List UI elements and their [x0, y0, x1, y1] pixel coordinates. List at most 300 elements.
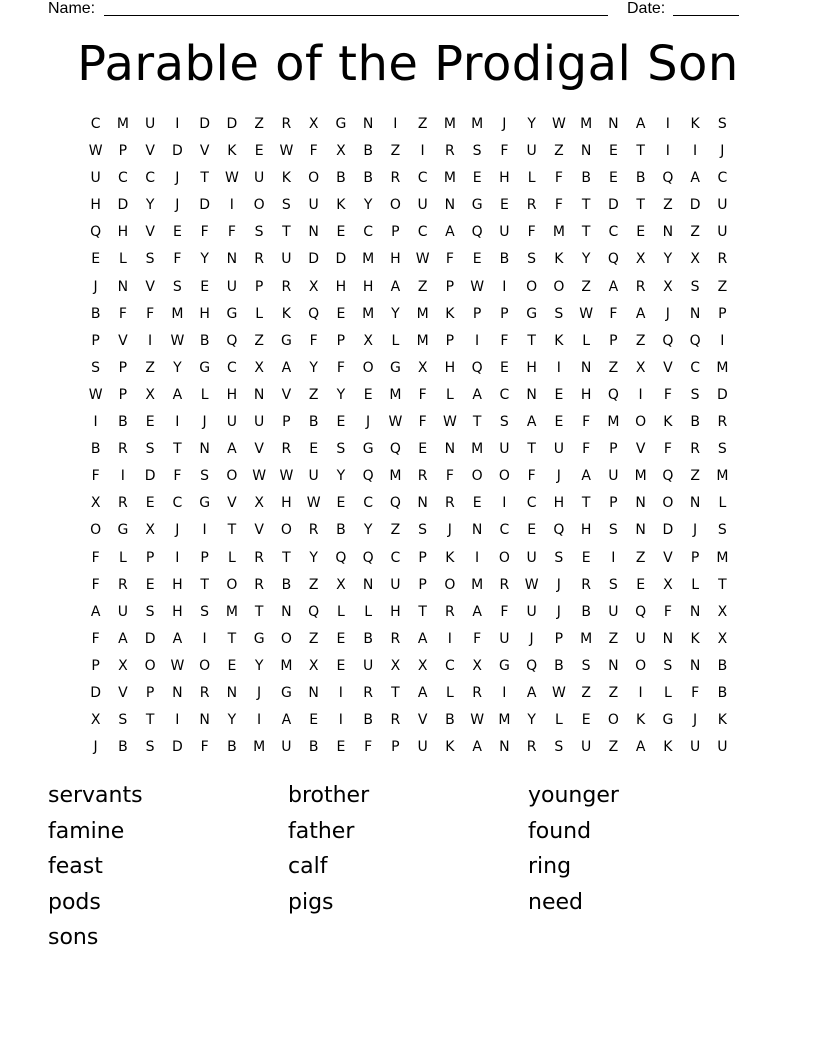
grid-letter[interactable]: R	[717, 414, 728, 431]
grid-letter[interactable]: F	[445, 251, 454, 268]
grid-letter[interactable]: M	[416, 305, 429, 322]
grid-letter[interactable]: W	[224, 170, 239, 187]
grid-letter[interactable]: I	[502, 495, 507, 512]
grid-letter[interactable]: N	[526, 386, 537, 403]
grid-letter[interactable]: E	[254, 143, 264, 160]
grid-letter[interactable]: D	[607, 197, 619, 214]
grid-letter[interactable]: P	[609, 441, 618, 458]
grid-letter[interactable]: N	[253, 386, 265, 403]
grid-letter[interactable]: I	[175, 116, 180, 132]
grid-letter[interactable]: J	[556, 576, 561, 593]
grid-letter[interactable]: Y	[145, 197, 155, 214]
grid-letter[interactable]: Y	[527, 712, 536, 729]
grid-letter[interactable]: U	[690, 739, 701, 756]
grid-letter[interactable]: D	[171, 143, 183, 160]
grid-letter[interactable]: F	[582, 441, 591, 458]
grid-letter[interactable]: I	[475, 332, 480, 349]
grid-letter[interactable]: B	[118, 739, 128, 756]
grid-letter[interactable]: K	[554, 332, 564, 349]
grid-letter[interactable]: Z	[390, 143, 401, 160]
grid-letter[interactable]: T	[581, 197, 591, 214]
grid-letter[interactable]: G	[389, 359, 401, 376]
grid-letter[interactable]: F	[336, 359, 345, 376]
grid-letter[interactable]: U	[526, 549, 537, 566]
grid-letter[interactable]: R	[118, 441, 128, 458]
grid-letter[interactable]: B	[199, 332, 210, 349]
grid-letter[interactable]: I	[120, 468, 125, 485]
grid-letter[interactable]: E	[336, 630, 346, 647]
grid-letter[interactable]: V	[281, 386, 292, 403]
grid-letter[interactable]: E	[472, 495, 482, 512]
grid-letter[interactable]: S	[281, 197, 291, 214]
grid-letter[interactable]: F	[663, 603, 672, 620]
grid-letter[interactable]: Y	[227, 712, 237, 729]
grid-letter[interactable]: T	[173, 441, 182, 458]
grid-letter[interactable]: A	[281, 359, 292, 376]
grid-letter[interactable]: Z	[608, 684, 619, 701]
grid-letter[interactable]: E	[336, 224, 346, 241]
grid-letter[interactable]: C	[499, 386, 510, 403]
grid-letter[interactable]: R	[581, 576, 591, 593]
grid-letter[interactable]: W	[88, 386, 103, 403]
grid-letter[interactable]: J	[720, 143, 725, 160]
name-blank-line[interactable]	[104, 15, 608, 16]
grid-letter[interactable]: F	[91, 576, 100, 593]
grid-letter[interactable]: Y	[309, 359, 318, 376]
grid-letter[interactable]: F	[309, 143, 318, 160]
grid-letter[interactable]: W	[88, 143, 103, 160]
grid-letter[interactable]: I	[502, 278, 507, 295]
grid-letter[interactable]: F	[173, 251, 182, 268]
grid-letter[interactable]: O	[90, 522, 102, 539]
grid-letter[interactable]: A	[635, 739, 646, 756]
grid-letter[interactable]: T	[581, 224, 591, 241]
grid-letter[interactable]: R	[417, 468, 428, 485]
grid-letter[interactable]: U	[635, 630, 646, 647]
grid-letter[interactable]: R	[390, 630, 401, 647]
grid-letter[interactable]: Y	[309, 549, 318, 566]
grid-letter[interactable]: D	[144, 630, 156, 647]
grid-letter[interactable]: C	[145, 170, 156, 187]
grid-letter[interactable]: F	[500, 603, 509, 620]
grid-letter[interactable]: V	[417, 712, 428, 729]
grid-letter[interactable]: F	[527, 224, 536, 241]
grid-letter[interactable]: M	[471, 116, 484, 132]
grid-letter[interactable]: L	[200, 386, 209, 403]
grid-letter[interactable]: O	[199, 657, 211, 674]
grid-letter[interactable]: L	[364, 603, 373, 620]
grid-letter[interactable]: Z	[690, 224, 700, 241]
grid-letter[interactable]: V	[635, 441, 646, 458]
grid-letter[interactable]: I	[475, 549, 480, 566]
grid-letter[interactable]: V	[254, 522, 264, 539]
grid-letter[interactable]: L	[255, 305, 264, 322]
grid-letter[interactable]: P	[391, 739, 400, 756]
grid-letter[interactable]: N	[362, 116, 374, 132]
grid-letter[interactable]: U	[281, 739, 292, 756]
grid-letter[interactable]: A	[118, 630, 128, 647]
grid-letter[interactable]: S	[608, 522, 618, 539]
grid-letter[interactable]: F	[663, 441, 672, 458]
grid-letter[interactable]: O	[389, 197, 401, 214]
grid-letter[interactable]: F	[582, 414, 591, 431]
grid-letter[interactable]: J	[93, 278, 98, 295]
grid-letter[interactable]: E	[363, 386, 373, 403]
grid-letter[interactable]: I	[447, 630, 452, 647]
grid-letter[interactable]: N	[308, 224, 319, 241]
grid-letter[interactable]: P	[445, 332, 455, 349]
grid-letter[interactable]: N	[417, 495, 428, 512]
grid-letter[interactable]: Q	[689, 332, 701, 349]
grid-letter[interactable]: W	[524, 576, 539, 593]
grid-letter[interactable]: J	[366, 414, 371, 431]
grid-letter[interactable]: Z	[554, 143, 564, 160]
grid-letter[interactable]: K	[663, 414, 673, 431]
grid-letter[interactable]: V	[118, 332, 128, 349]
grid-letter[interactable]: B	[90, 441, 101, 458]
grid-letter[interactable]: M	[116, 116, 129, 132]
grid-letter[interactable]: J	[175, 197, 180, 214]
grid-letter[interactable]: A	[172, 386, 183, 403]
grid-letter[interactable]: N	[444, 441, 456, 458]
grid-letter[interactable]: B	[581, 170, 591, 187]
grid-letter[interactable]: D	[308, 251, 320, 268]
grid-letter[interactable]: E	[636, 224, 646, 241]
grid-letter[interactable]: S	[172, 278, 182, 295]
grid-letter[interactable]: X	[308, 278, 319, 295]
grid-letter[interactable]: E	[145, 414, 155, 431]
grid-letter[interactable]: H	[199, 305, 210, 322]
grid-letter[interactable]: S	[200, 468, 210, 485]
grid-letter[interactable]: M	[716, 549, 729, 566]
grid-letter[interactable]: U	[226, 414, 237, 431]
grid-letter[interactable]: A	[390, 278, 401, 295]
grid-letter[interactable]: G	[498, 657, 510, 674]
grid-letter[interactable]: S	[554, 305, 564, 322]
grid-letter[interactable]: A	[172, 630, 183, 647]
grid-letter[interactable]: K	[227, 143, 237, 160]
grid-letter[interactable]: P	[282, 414, 291, 431]
grid-letter[interactable]: S	[145, 251, 155, 268]
grid-letter[interactable]: O	[226, 576, 238, 593]
grid-letter[interactable]: M	[498, 712, 511, 729]
grid-letter[interactable]: F	[554, 170, 563, 187]
grid-letter[interactable]: Z	[690, 468, 700, 485]
grid-letter[interactable]: N	[117, 278, 129, 295]
grid-letter[interactable]: B	[499, 251, 510, 268]
grid-letter[interactable]: O	[280, 630, 292, 647]
grid-letter[interactable]: P	[336, 332, 346, 349]
grid-letter[interactable]: K	[336, 197, 346, 214]
grid-letter[interactable]: S	[472, 143, 482, 160]
grid-letter[interactable]: D	[662, 522, 674, 539]
grid-letter[interactable]: S	[608, 576, 618, 593]
grid-letter[interactable]: P	[118, 386, 128, 403]
grid-letter[interactable]: L	[391, 332, 400, 349]
grid-letter[interactable]: V	[145, 143, 155, 160]
grid-letter[interactable]: W	[306, 495, 321, 512]
grid-letter[interactable]: S	[717, 116, 727, 132]
grid-letter[interactable]: L	[336, 603, 345, 620]
grid-letter[interactable]: X	[254, 495, 264, 512]
grid-letter[interactable]: I	[720, 332, 725, 349]
grid-letter[interactable]: G	[199, 495, 211, 512]
grid-letter[interactable]: S	[145, 441, 155, 458]
grid-letter[interactable]: B	[717, 657, 728, 674]
grid-letter[interactable]: Q	[553, 522, 565, 539]
grid-letter[interactable]: Y	[363, 197, 373, 214]
grid-letter[interactable]: L	[554, 712, 563, 729]
grid-letter[interactable]: A	[445, 224, 455, 241]
grid-letter[interactable]: W	[170, 657, 185, 674]
grid-letter[interactable]: Y	[173, 359, 182, 376]
grid-letter[interactable]: E	[499, 359, 509, 376]
grid-letter[interactable]: M	[552, 224, 565, 241]
grid-letter[interactable]: H	[335, 278, 347, 295]
grid-letter[interactable]: D	[716, 386, 728, 403]
grid-letter[interactable]: X	[145, 522, 155, 539]
grid-letter[interactable]: F	[554, 197, 563, 214]
grid-letter[interactable]: M	[280, 657, 293, 674]
grid-letter[interactable]: R	[281, 116, 292, 132]
grid-letter[interactable]: C	[526, 495, 537, 512]
grid-letter[interactable]: Z	[663, 197, 673, 214]
grid-letter[interactable]: H	[390, 251, 401, 268]
grid-letter[interactable]: X	[717, 630, 728, 647]
grid-letter[interactable]: H	[362, 278, 374, 295]
grid-letter[interactable]: I	[257, 712, 262, 729]
grid-letter[interactable]: H	[390, 603, 401, 620]
grid-letter[interactable]: I	[665, 143, 670, 160]
grid-letter[interactable]: C	[417, 170, 428, 187]
grid-letter[interactable]: U	[417, 197, 428, 214]
grid-letter[interactable]: N	[499, 739, 510, 756]
grid-letter[interactable]: P	[118, 143, 128, 160]
grid-letter[interactable]: Z	[717, 278, 728, 295]
grid-letter[interactable]: T	[254, 603, 264, 620]
grid-letter[interactable]: H	[226, 386, 238, 403]
grid-letter[interactable]: I	[229, 197, 234, 214]
grid-letter[interactable]: S	[717, 522, 727, 539]
grid-letter[interactable]: M	[389, 468, 402, 485]
grid-letter[interactable]: X	[663, 576, 673, 593]
grid-letter[interactable]: B	[90, 305, 101, 322]
grid-letter[interactable]: P	[391, 224, 400, 241]
grid-letter[interactable]: S	[554, 549, 564, 566]
grid-letter[interactable]: F	[91, 549, 100, 566]
grid-letter[interactable]: U	[499, 441, 510, 458]
grid-letter[interactable]: O	[553, 278, 565, 295]
grid-letter[interactable]: G	[471, 197, 483, 214]
grid-letter[interactable]: U	[308, 468, 319, 485]
grid-letter[interactable]: R	[199, 684, 210, 701]
grid-letter[interactable]: E	[554, 386, 564, 403]
grid-letter[interactable]: T	[636, 143, 645, 160]
grid-letter[interactable]: L	[227, 549, 236, 566]
grid-letter[interactable]: A	[227, 441, 237, 458]
grid-letter[interactable]: R	[308, 522, 319, 539]
grid-letter[interactable]: M	[362, 305, 375, 322]
grid-letter[interactable]: J	[693, 712, 698, 729]
grid-letter[interactable]: Q	[471, 359, 483, 376]
grid-letter[interactable]: T	[145, 712, 155, 729]
grid-letter[interactable]: Z	[145, 359, 155, 376]
grid-letter[interactable]: F	[663, 386, 672, 403]
grid-letter[interactable]: Q	[362, 468, 374, 485]
grid-letter[interactable]: A	[472, 739, 482, 756]
grid-letter[interactable]: X	[663, 278, 673, 295]
grid-letter[interactable]: O	[607, 712, 619, 729]
grid-letter[interactable]: Q	[607, 386, 619, 403]
grid-letter[interactable]: B	[445, 712, 455, 729]
grid-letter[interactable]: I	[93, 414, 98, 431]
grid-letter[interactable]: W	[470, 278, 485, 295]
grid-letter[interactable]: Y	[527, 116, 536, 132]
grid-letter[interactable]: Z	[608, 739, 619, 756]
grid-letter[interactable]: N	[172, 684, 183, 701]
grid-letter[interactable]: B	[118, 414, 128, 431]
grid-letter[interactable]: R	[499, 576, 510, 593]
grid-letter[interactable]: F	[173, 468, 182, 485]
grid-letter[interactable]: G	[253, 630, 265, 647]
grid-letter[interactable]: R	[690, 441, 700, 458]
grid-letter[interactable]: N	[226, 684, 238, 701]
grid-letter[interactable]: U	[390, 576, 401, 593]
grid-letter[interactable]: J	[175, 170, 180, 187]
grid-letter[interactable]: O	[280, 522, 292, 539]
grid-letter[interactable]: A	[472, 603, 482, 620]
grid-letter[interactable]: V	[199, 143, 210, 160]
grid-letter[interactable]: X	[308, 657, 319, 674]
grid-letter[interactable]: N	[662, 630, 674, 647]
grid-letter[interactable]: M	[580, 116, 593, 132]
grid-letter[interactable]: S	[254, 224, 264, 241]
grid-letter[interactable]: L	[691, 576, 700, 593]
grid-letter[interactable]: L	[445, 684, 454, 701]
grid-letter[interactable]: Q	[335, 549, 347, 566]
grid-letter[interactable]: N	[580, 359, 592, 376]
grid-letter[interactable]: A	[417, 630, 428, 647]
grid-letter[interactable]: Z	[417, 278, 428, 295]
grid-letter[interactable]: X	[417, 359, 428, 376]
grid-letter[interactable]: N	[689, 603, 701, 620]
grid-letter[interactable]: R	[717, 251, 728, 268]
grid-letter[interactable]: D	[144, 468, 156, 485]
grid-letter[interactable]: F	[445, 468, 454, 485]
grid-letter[interactable]: T	[527, 332, 536, 349]
grid-letter[interactable]: V	[227, 495, 237, 512]
grid-letter[interactable]: G	[199, 359, 211, 376]
grid-letter[interactable]: M	[716, 468, 729, 485]
grid-letter[interactable]: X	[118, 657, 128, 674]
grid-letter[interactable]: M	[580, 630, 593, 647]
grid-letter[interactable]: H	[172, 603, 183, 620]
grid-letter[interactable]: R	[445, 143, 455, 160]
grid-letter[interactable]: P	[554, 630, 564, 647]
grid-letter[interactable]: F	[609, 305, 618, 322]
grid-letter[interactable]: R	[254, 251, 264, 268]
grid-letter[interactable]: D	[199, 197, 211, 214]
grid-letter[interactable]: X	[717, 603, 728, 620]
grid-letter[interactable]: B	[227, 739, 237, 756]
grid-letter[interactable]: U	[581, 739, 592, 756]
grid-letter[interactable]: D	[689, 197, 701, 214]
grid-letter[interactable]: U	[254, 414, 265, 431]
grid-letter[interactable]: A	[608, 278, 619, 295]
grid-letter[interactable]: R	[363, 684, 373, 701]
grid-letter[interactable]: E	[309, 712, 319, 729]
grid-letter[interactable]: T	[227, 522, 237, 539]
grid-letter[interactable]: Z	[417, 116, 428, 132]
grid-letter[interactable]: N	[199, 441, 210, 458]
grid-letter[interactable]: T	[418, 603, 427, 620]
grid-letter[interactable]: D	[171, 739, 183, 756]
grid-letter[interactable]: J	[93, 739, 98, 756]
grid-letter[interactable]: K	[663, 739, 673, 756]
grid-letter[interactable]: F	[364, 739, 373, 756]
grid-letter[interactable]: M	[253, 739, 266, 756]
grid-letter[interactable]: X	[254, 359, 264, 376]
grid-letter[interactable]: C	[390, 549, 401, 566]
grid-letter[interactable]: S	[499, 414, 509, 431]
grid-letter[interactable]: F	[691, 684, 700, 701]
grid-letter[interactable]: Y	[391, 305, 400, 322]
grid-letter[interactable]: O	[362, 359, 374, 376]
grid-letter[interactable]: O	[526, 278, 538, 295]
grid-letter[interactable]: X	[472, 657, 482, 674]
grid-letter[interactable]: F	[418, 386, 427, 403]
grid-letter[interactable]: S	[118, 712, 128, 729]
grid-letter[interactable]: Y	[581, 251, 591, 268]
grid-letter[interactable]: J	[693, 522, 698, 539]
grid-letter[interactable]: W	[279, 468, 294, 485]
grid-letter[interactable]: B	[336, 522, 346, 539]
grid-letter[interactable]: Q	[90, 224, 102, 241]
grid-letter[interactable]: U	[308, 197, 319, 214]
grid-letter[interactable]: Z	[635, 332, 646, 349]
grid-letter[interactable]: K	[690, 116, 700, 132]
grid-letter[interactable]: J	[447, 522, 452, 539]
grid-letter[interactable]: C	[499, 522, 510, 539]
grid-letter[interactable]: U	[90, 170, 101, 187]
grid-letter[interactable]: I	[420, 143, 425, 160]
grid-letter[interactable]: O	[498, 549, 510, 566]
grid-letter[interactable]: Y	[663, 251, 673, 268]
grid-letter[interactable]: Q	[662, 170, 674, 187]
grid-letter[interactable]: S	[336, 441, 346, 458]
grid-letter[interactable]: J	[175, 522, 180, 539]
grid-letter[interactable]: Y	[200, 251, 209, 268]
grid-letter[interactable]: M	[471, 441, 484, 458]
grid-letter[interactable]: G	[280, 684, 292, 701]
grid-letter[interactable]: B	[308, 414, 319, 431]
grid-letter[interactable]: Y	[363, 522, 373, 539]
grid-letter[interactable]: I	[338, 712, 343, 729]
grid-letter[interactable]: N	[635, 522, 646, 539]
grid-letter[interactable]: C	[90, 116, 101, 132]
grid-letter[interactable]: N	[608, 657, 619, 674]
grid-letter[interactable]: E	[336, 657, 346, 674]
grid-letter[interactable]: E	[200, 278, 210, 295]
grid-letter[interactable]: P	[609, 495, 618, 512]
grid-letter[interactable]: X	[145, 386, 155, 403]
grid-letter[interactable]: M	[389, 386, 402, 403]
grid-letter[interactable]: M	[716, 359, 729, 376]
grid-letter[interactable]: S	[581, 657, 591, 674]
grid-letter[interactable]: P	[145, 549, 155, 566]
grid-letter[interactable]: M	[171, 305, 184, 322]
grid-letter[interactable]: A	[635, 116, 646, 132]
